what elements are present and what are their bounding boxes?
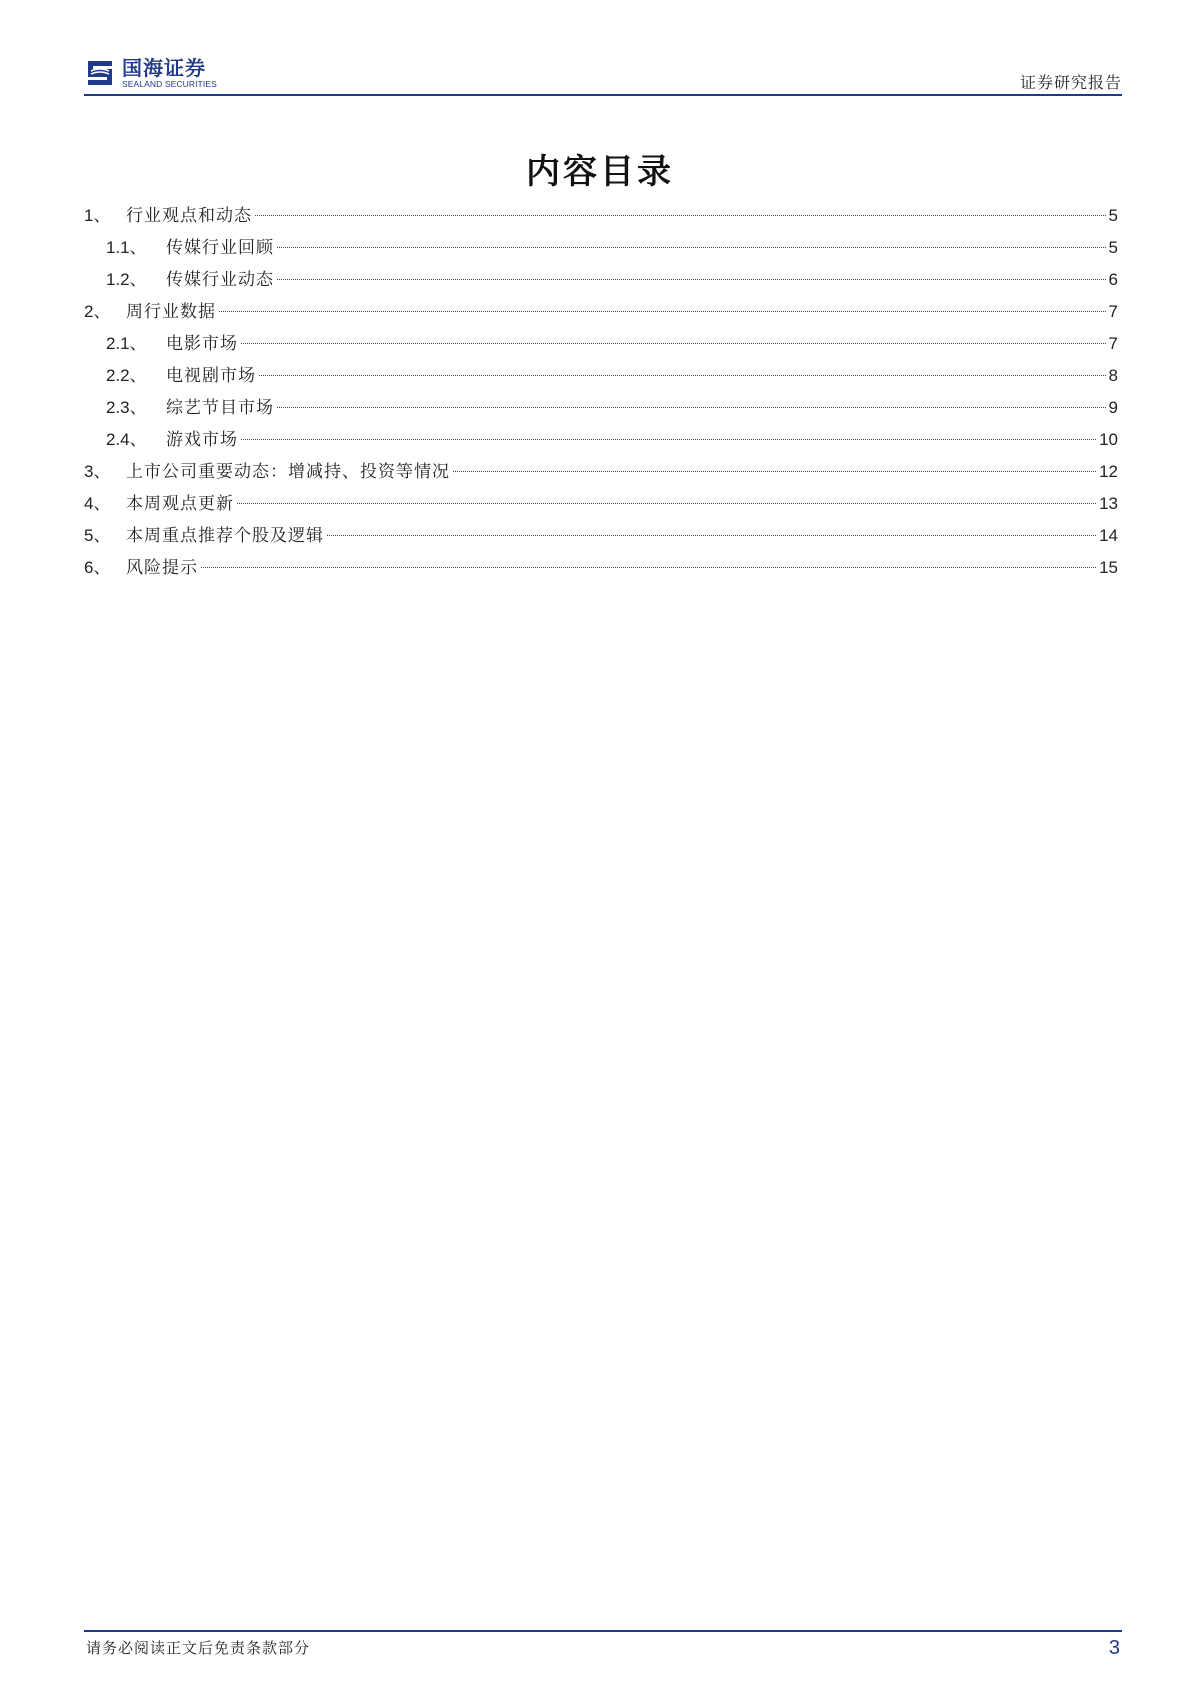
toc-entry[interactable] — [84, 232, 1118, 264]
toc-title: 内容目录 — [526, 152, 674, 192]
toc-entry-number: 4、 — [84, 494, 111, 513]
toc-entry-title: 周行业数据 — [126, 302, 216, 322]
toc-entry-title: 电视剧市场 — [166, 366, 256, 386]
toc-entry-number: 2.2、 — [106, 366, 147, 385]
sealand-logo-icon — [84, 57, 116, 89]
toc-entry[interactable] — [84, 392, 1118, 424]
toc-entry-title: 上市公司重要动态：增减持、投资等情况 — [126, 462, 450, 482]
toc-dot-leader — [277, 279, 1106, 280]
toc-entry[interactable] — [84, 328, 1118, 360]
toc-entry-page: 7 — [1108, 302, 1118, 321]
toc-entry-number: 2.4、 — [106, 430, 147, 449]
toc-entry[interactable] — [84, 520, 1118, 552]
toc-entry-page: 8 — [1108, 366, 1118, 385]
toc-entry-title: 传媒行业动态 — [166, 270, 274, 290]
sealand-logo — [84, 54, 217, 92]
toc-dot-leader — [453, 471, 1096, 472]
logo-chinese-name: 国海证券 — [122, 56, 206, 80]
toc-dot-leader — [277, 407, 1106, 408]
toc-dot-leader — [327, 535, 1096, 536]
toc-entry-number: 5、 — [84, 526, 111, 545]
toc-dot-leader — [241, 343, 1106, 344]
toc-entry-number: 1.2、 — [106, 270, 147, 289]
page-number: 3 — [1108, 1637, 1120, 1659]
toc-entry-number: 2、 — [84, 302, 111, 321]
toc-entry-title: 传媒行业回顾 — [166, 238, 274, 258]
toc-entry-title: 本周观点更新 — [126, 494, 234, 514]
toc-entry[interactable] — [84, 200, 1118, 232]
page-header — [84, 52, 1122, 96]
toc-dot-leader — [259, 375, 1106, 376]
table-of-contents — [84, 200, 1118, 584]
toc-dot-leader — [241, 439, 1096, 440]
toc-dot-leader — [219, 311, 1106, 312]
logo-english-name: SEALAND SECURITIES — [122, 79, 217, 89]
toc-entry-page: 13 — [1099, 494, 1118, 513]
toc-entry-title: 综艺节目市场 — [166, 398, 274, 418]
toc-entry[interactable] — [84, 264, 1118, 296]
toc-entry[interactable] — [84, 456, 1118, 488]
toc-entry[interactable] — [84, 552, 1118, 584]
toc-entry-title: 游戏市场 — [166, 430, 238, 450]
toc-entry-number: 3、 — [84, 462, 111, 481]
toc-entry-page: 9 — [1108, 398, 1118, 417]
document-type-label: 证券研究报告 — [1019, 73, 1122, 92]
toc-dot-leader — [277, 247, 1106, 248]
toc-entry-title: 风险提示 — [126, 558, 198, 578]
toc-entry-page: 6 — [1108, 270, 1118, 289]
footer-divider — [84, 1630, 1122, 1632]
toc-entry[interactable] — [84, 424, 1118, 456]
toc-entry-page: 12 — [1099, 462, 1118, 481]
toc-dot-leader — [255, 215, 1106, 216]
toc-entry-page: 10 — [1099, 430, 1118, 449]
toc-entry[interactable] — [84, 360, 1118, 392]
toc-dot-leader — [237, 503, 1096, 504]
toc-entry-page: 5 — [1108, 238, 1118, 257]
toc-entry-number: 1、 — [84, 206, 111, 225]
toc-entry[interactable] — [84, 488, 1118, 520]
toc-entry-number: 2.1、 — [106, 334, 147, 353]
toc-entry-page: 7 — [1108, 334, 1118, 353]
toc-entry-number: 6、 — [84, 558, 111, 577]
toc-entry-number: 1.1、 — [106, 238, 147, 257]
toc-entry-title: 行业观点和动态 — [126, 206, 252, 226]
footer-disclaimer: 请务必阅读正文后免责条款部分 — [86, 1639, 311, 1657]
toc-entry-page: 5 — [1108, 206, 1118, 225]
toc-entry-title: 电影市场 — [166, 334, 238, 354]
toc-entry-title: 本周重点推荐个股及逻辑 — [126, 526, 324, 546]
toc-entry-page: 15 — [1099, 558, 1118, 577]
toc-entry[interactable] — [84, 296, 1118, 328]
header-divider — [84, 94, 1122, 96]
toc-entry-page: 14 — [1099, 526, 1118, 545]
toc-dot-leader — [201, 567, 1096, 568]
toc-entry-number: 2.3、 — [106, 398, 147, 417]
